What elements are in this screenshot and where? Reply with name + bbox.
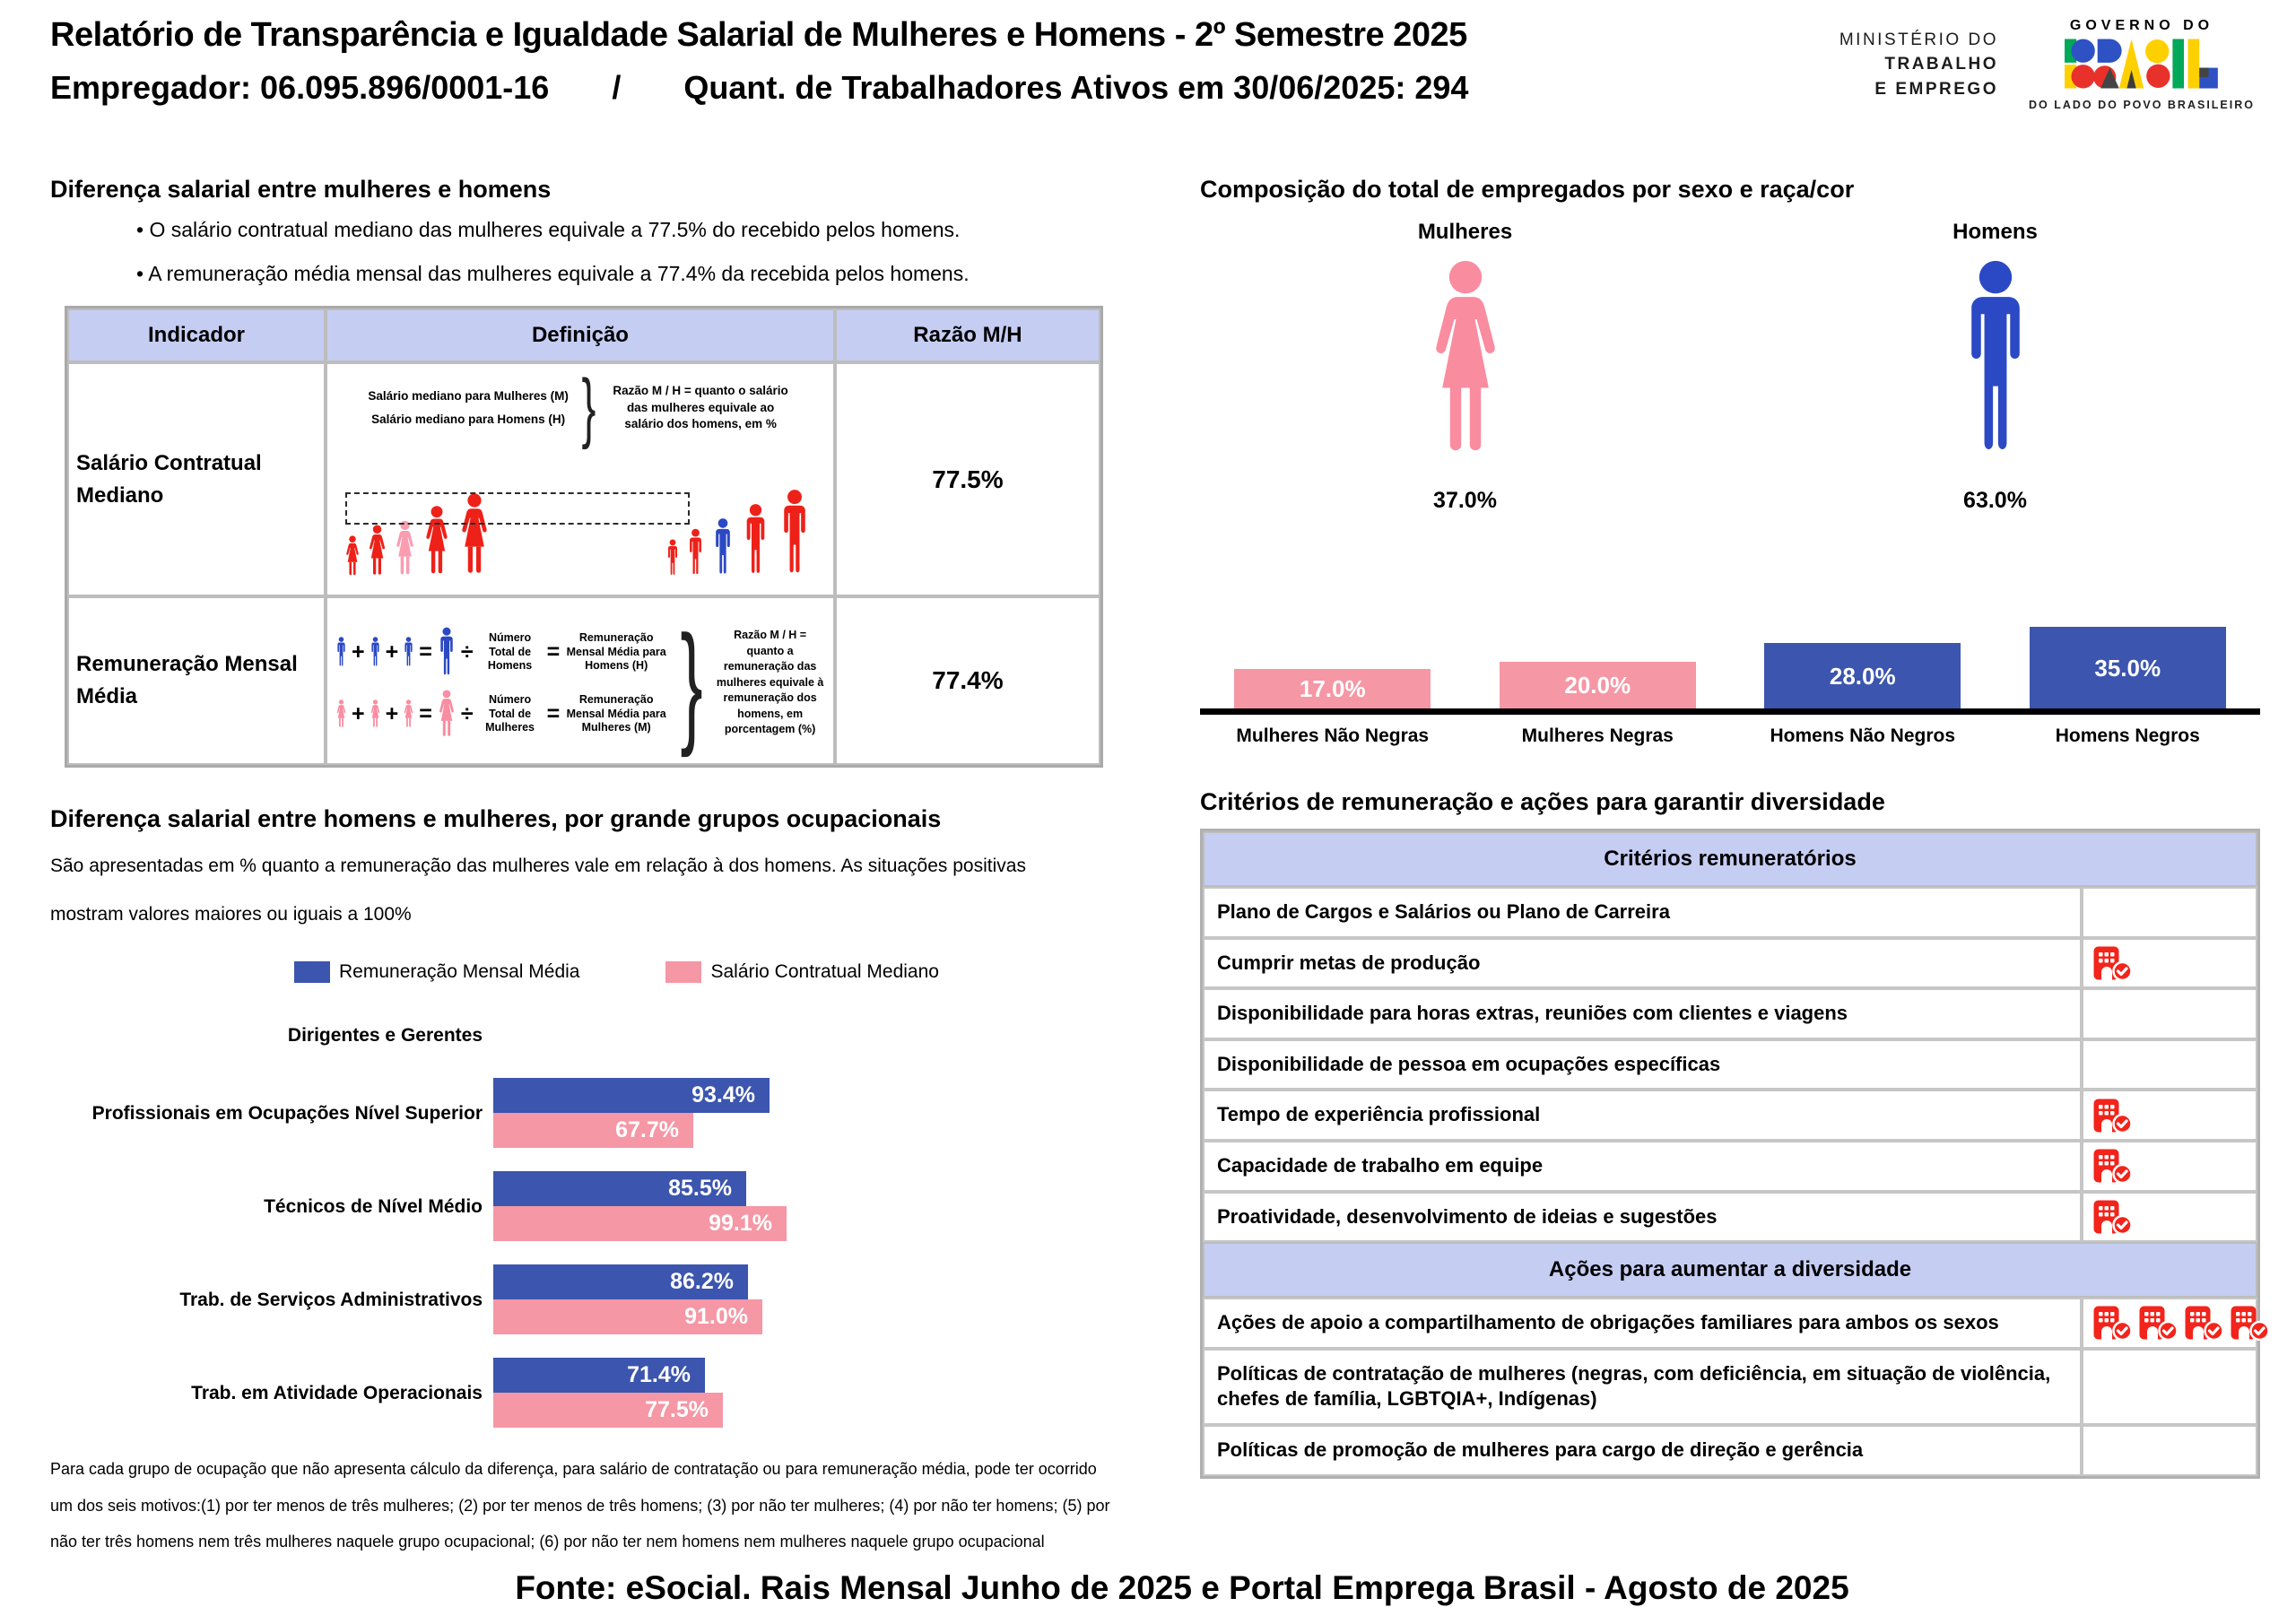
brasil-logo-icon [2065,38,2219,90]
woman-figure-icon [369,699,382,728]
occupational-footnote: Para cada grupo de ocupação que não apresenta cálculo da diferença, para salário de contratação ou para remuneração média, pode ter ocorrido um dos seis motivos:(1) por ter menos de três mulheres; (2) por ter menos de três homens; (3) por não ter mulheres; (4) por não ter homens; (5) por não ter três homens nem três mulheres naquele grupo ocupacional; (6) por não ter nem homens nem mulheres naquele grupo ocupacional [50,1460,1110,1551]
criteria-section [1200,788,2260,1479]
composition-bars [1200,629,2260,715]
table-row: Políticas de contratação de mulheres (negras, com deficiência, em situação de violência, chefes de família, LGBTQIA+, Indígenas) [1203,1349,2257,1425]
indicator-table [65,306,1103,768]
occupational-bar: 67.7% [493,1113,693,1148]
composition-people [1200,220,2260,514]
woman-figure-icon [335,699,348,728]
bullet-mean: • A remuneração média mensal das mulheres equivale a 77.4% da recebida pelos homens. [136,262,1118,286]
mean-definition-diagram [326,596,835,765]
table-row: Capacidade de trabalho em equipe [1203,1141,2257,1192]
man-figure-icon [369,637,382,667]
company-check-icon [2092,1098,2134,1134]
table-row: Tempo de experiência profissional [1203,1090,2257,1141]
occupational-category-label: Técnicos de Nível Médio [264,1195,483,1217]
source-footer: Fonte: eSocial. Rais Mensal Junho de 2025 e Portal Emprega Brasil - Agosto de 2025 [515,1568,1849,1606]
criteria-remuneration-header: Critérios remuneratórios [1203,831,2257,887]
active-workers: Quant. de Trabalhadores Ativos em 30/06/2025: 294 [683,69,1469,106]
women-label: Mulheres [1417,220,1513,244]
table-row: Ações de apoio a compartilhamento de obrigações familiares para ambos os sexos [1203,1298,2257,1349]
company-check-icon [2092,1199,2134,1235]
men-result-label: Remuneração Mensal Média para Homens (H) [566,630,666,673]
median-men-label: Salário mediano para Homens (H) [371,412,566,426]
woman-pictogram-icon [1422,259,1509,458]
occupational-bar: 85.5% [493,1171,746,1206]
legend-item-mean: Remuneração Mensal Média [294,961,579,983]
man-figure-icon [335,637,348,667]
woman-figure-highlight-icon [393,520,417,577]
woman-figure-icon [402,699,415,728]
pay-gap-title: Diferença salarial entre mulheres e homens [50,176,552,203]
composition-category-label: Homens Não Negros [1770,725,1956,746]
woman-figure-icon [344,535,361,577]
woman-figure-icon [366,525,388,577]
occupational-category-label: Trab. em Atividade Operacionais [191,1382,483,1403]
table-row: Disponibilidade para horas extras, reuniões com clientes e viagens [1203,988,2257,1039]
criteria-title: Critérios de remuneração e ações para garantir diversidade [1200,788,1885,815]
bullet-median: • O salário contratual mediano das mulheres equivale a 77.5% do recebido pelos homens. [136,218,1118,242]
criteria-actions-header: Ações para aumentar a diversidade [1203,1242,2257,1298]
man-figure-icon [685,528,706,577]
col-header-razao: Razão M/H [835,308,1100,362]
occupational-legend [294,961,1118,983]
mean-note: Razão M / H = quanto a remuneração das mulheres equivale à remuneração dos homens, em porcentagem (%) [716,629,824,736]
ratio-median: 77.5% [835,362,1100,596]
company-check-icon [2092,945,2134,981]
indicator-label-mean: Remuneração Mensal Média [67,596,326,765]
government-branding [1839,18,2255,111]
occupational-category-label: Profissionais em Ocupações Nível Superior [91,1102,483,1124]
left-column [50,176,1118,1560]
median-women-label: Salário mediano para Mulheres (M) [368,388,569,403]
median-figures [335,447,826,589]
median-comparison-box [345,492,690,525]
occupational-category-label: Dirigentes e Gerentes [287,1024,483,1046]
women-result-label: Remuneração Mensal Média para Mulheres (M) [566,692,666,734]
blue-swatch-icon [294,961,330,983]
composition-category-label: Homens Negros [2055,725,2200,746]
company-check-icon [2230,1305,2271,1341]
median-note: Razão M / H = quanto o salário das mulheres equivale ao salário dos homens, em % [613,384,788,430]
legend-item-median: Salário Contratual Mediano [665,961,938,983]
company-check-icon [2138,1305,2179,1341]
brace-glyph: } [581,364,596,450]
men-percent: 63.0% [1963,488,2027,513]
occupational-bar: 99.1% [493,1206,787,1241]
composition-bar: 17.0% [1234,669,1431,708]
composition-bar-chart [1200,629,2260,747]
separator: / [612,69,622,106]
composition-category-label: Mulheres Não Negras [1236,725,1430,746]
pay-gap-bullets [136,218,1118,286]
composition-bar-column [1200,669,1465,708]
man-figure-icon [776,489,813,577]
criteria-table [1200,829,2260,1479]
occupational-chart-row [50,1358,1118,1428]
table-row: Plano de Cargos e Salários ou Plano de Carreira [1203,887,2257,938]
men-label: Homens [1952,220,2038,244]
table-row: Disponibilidade de pessoa em ocupações específicas [1203,1039,2257,1090]
table-row: Proatividade, desenvolvimento de ideias e sugestões [1203,1192,2257,1243]
col-header-definicao: Definição [326,308,835,362]
table-row: Cumprir metas de produção [1203,938,2257,989]
company-check-icon [2184,1305,2225,1341]
page-title: Relatório de Transparência e Igualdade Salarial de Mulheres e Homens - 2º Semestre 2025 [50,16,1467,54]
man-figure-highlight-icon [710,517,735,577]
composition-bar-column [1996,627,2261,708]
brace-glyph: } [680,606,703,758]
col-header-indicador: Indicador [67,308,326,362]
occupational-bar: 93.4% [493,1078,770,1113]
company-check-icon [2092,1305,2134,1341]
women-calc-line: + + = ÷ Número Total de Mulheres = Remuneração Mensal Média para Mulheres (M) [335,690,669,738]
table-row: Políticas de promoção de mulheres para cargo de direção e gerência [1203,1425,2257,1476]
occupational-chart-row [50,1010,1118,1060]
median-definition-diagram [326,362,835,596]
occupational-bar: 71.4% [493,1358,705,1393]
man-pictogram-icon [1952,259,2039,458]
occupational-title: Diferença salarial entre homens e mulheres, por grande grupos ocupacionais [50,805,942,833]
pink-swatch-icon [665,961,701,983]
occupational-category-label: Trab. de Serviços Administrativos [179,1289,483,1310]
men-calc-line: + + = ÷ Número Total de Homens = Remuneração Mensal Média para Homens (H) [335,627,669,677]
ratio-mean: 77.4% [835,596,1100,765]
occupational-chart-row [50,1078,1118,1148]
composition-bar-column [1730,643,1996,708]
man-figure-icon [402,637,415,667]
man-figure-icon [436,627,457,677]
occupational-bar: 77.5% [493,1393,723,1428]
occupational-bar: 91.0% [493,1299,762,1334]
report-header [50,16,2260,151]
composition-bar: 20.0% [1500,662,1696,708]
man-figure-icon [665,539,681,577]
occupational-chart-row [50,1171,1118,1241]
composition-category-label: Mulheres Negras [1521,725,1674,746]
man-figure-icon [740,503,771,577]
occupational-description: São apresentadas em % quanto a remuneração das mulheres vale em relação à dos homens. As situações positivas mostram valores maiores ou iguais a 100% [50,856,1026,925]
women-percent: 37.0% [1433,488,1497,513]
woman-figure-icon [436,690,457,738]
ministerio-trabalho-logo: MINISTÉRIO DO TRABALHO E EMPREGO [1839,30,1998,99]
composition-title: Composição do total de empregados por sexo e raça/cor [1200,176,1855,203]
composition-bar: 28.0% [1764,643,1961,708]
occupational-chart-row [50,1264,1118,1334]
company-check-icon [2092,1148,2134,1184]
men-total-label: Número Total de Homens [487,630,533,673]
governo-do-brasil-logo: GOVERNO DO DO LADO DO POVO BRASILEIRO [2028,18,2255,111]
women-total-label: Número Total de Mulheres [485,692,535,734]
occupational-bar-chart [50,1010,1118,1428]
women-summary [1200,220,1730,514]
men-summary [1730,220,2260,514]
right-column [1200,176,2260,1560]
composition-bar-column [1465,662,1731,708]
indicator-label-median: Salário Contratual Mediano [67,362,326,596]
composition-bar: 35.0% [2030,627,2226,708]
occupational-bar: 86.2% [493,1264,748,1299]
composition-categories [1200,725,2260,747]
employer-id: Empregador: 06.095.896/0001-16 [50,69,550,106]
